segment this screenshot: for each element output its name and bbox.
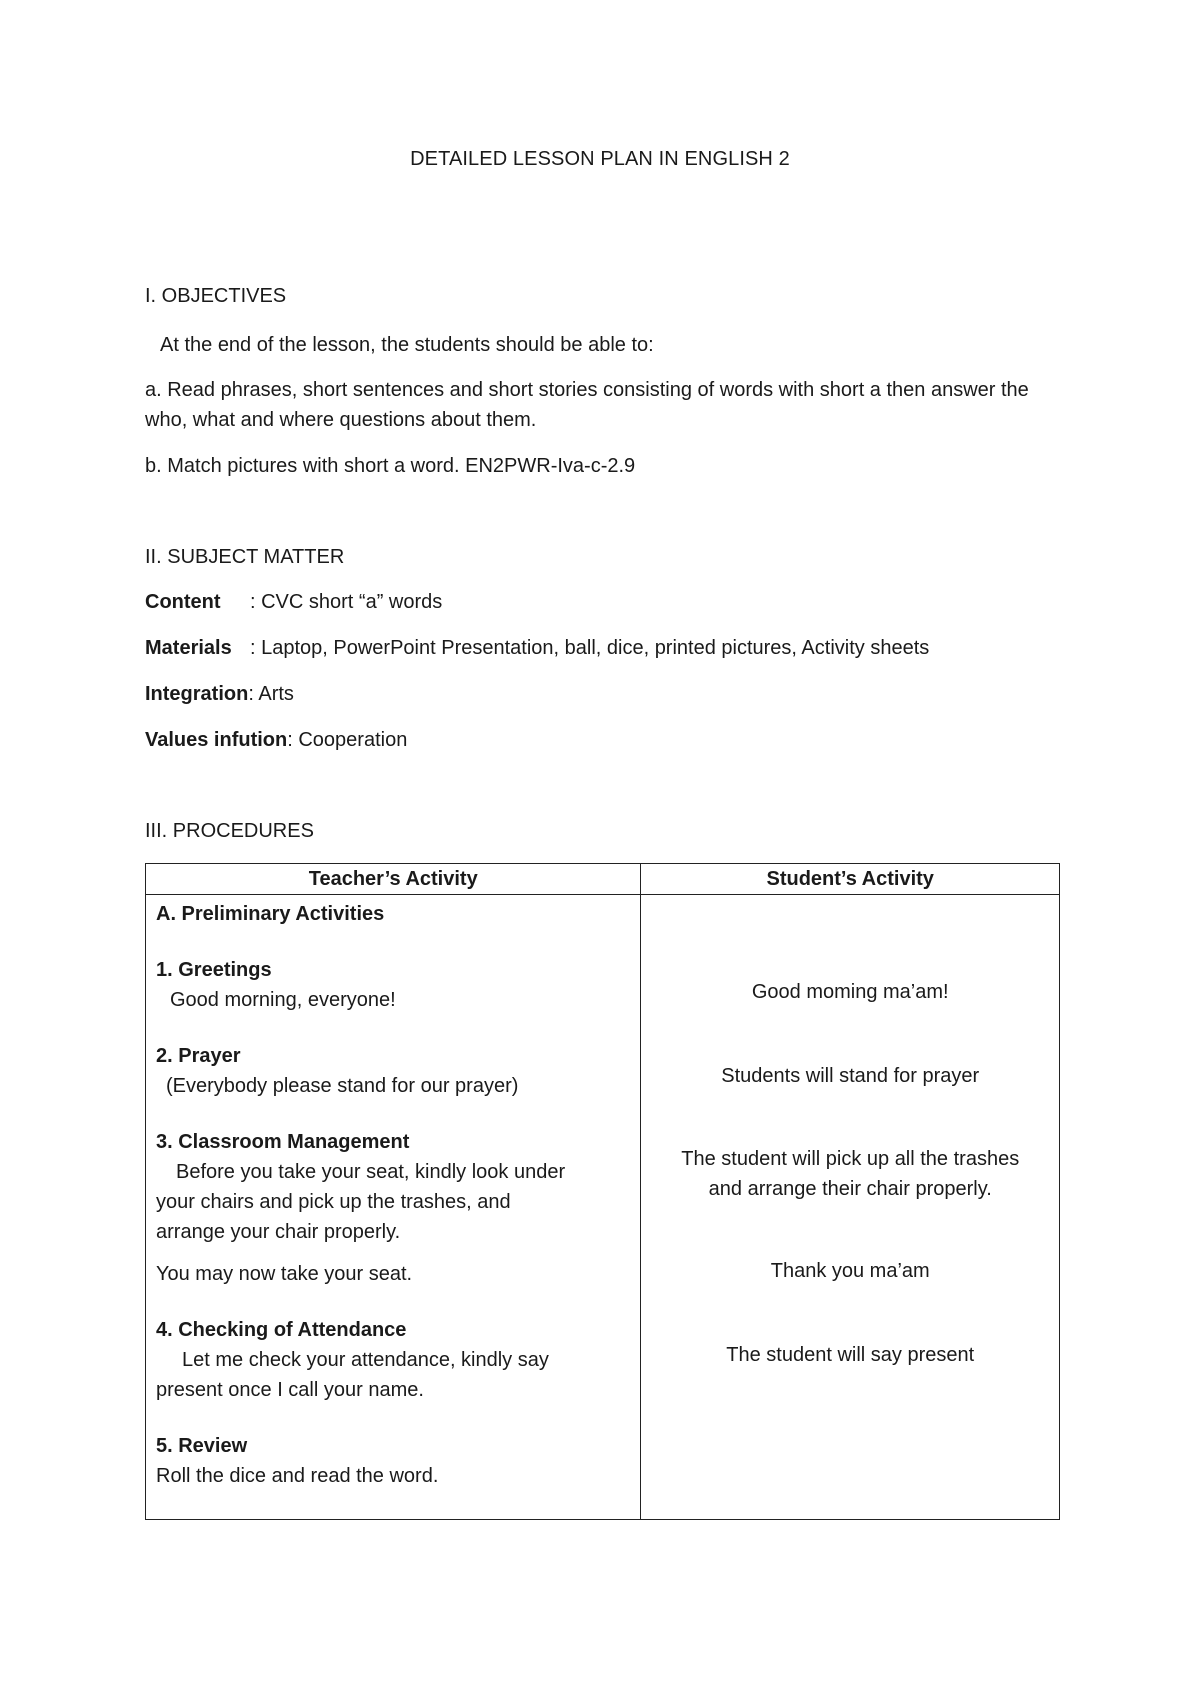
classroom-management-text-2: your chairs and pick up the trashes, and	[156, 1191, 511, 1213]
prayer-text: (Everybody please stand for our prayer)	[166, 1075, 519, 1097]
attendance-text-2: present once I call your name.	[156, 1379, 424, 1401]
content-label: Content	[145, 591, 221, 613]
classroom-management-text-3: arrange your chair properly.	[156, 1221, 401, 1243]
student-activity-cell	[641, 895, 1060, 1520]
subject-matter-heading: II. SUBJECT MATTER	[145, 546, 345, 568]
review-title: 5. Review	[156, 1435, 248, 1457]
objectives-intro: At the end of the lesson, the students should be able to:	[160, 334, 654, 356]
prayer-title: 2. Prayer	[156, 1045, 241, 1067]
preliminary-heading: A. Preliminary Activities	[156, 903, 385, 925]
values-row	[145, 725, 1045, 755]
student-prayer-response: Students will stand for prayer	[721, 1065, 980, 1087]
student-activity-header: Student’s Activity	[641, 864, 1060, 895]
review-text: Roll the dice and read the word.	[156, 1465, 439, 1487]
objective-a: a. Read phrases, short sentences and short stories consisting of words with short a then answer the who, what and where questions about them.	[145, 379, 1029, 431]
student-present-response: The student will say present	[726, 1344, 975, 1366]
content-row	[145, 587, 1045, 617]
materials-label: Materials	[145, 637, 232, 659]
table-header-row	[146, 864, 1060, 895]
table-row	[146, 895, 1060, 1520]
materials-row	[145, 633, 1045, 663]
classroom-management-text-1: Before you take your seat, kindly look under	[176, 1161, 566, 1183]
student-trash-response-2: and arrange their chair properly.	[708, 1178, 992, 1200]
take-seat-text: You may now take your seat.	[156, 1263, 413, 1285]
student-trash-response-1: The student will pick up all the trashes	[681, 1148, 1020, 1170]
values-value: : Cooperation	[287, 729, 408, 751]
integration-row	[145, 679, 1045, 709]
content-value: : CVC short “a” words	[250, 591, 443, 613]
objectives-heading: I. OBJECTIVES	[145, 285, 287, 307]
integration-label: Integration	[145, 683, 249, 705]
student-greeting-response: Good moming ma’am!	[751, 981, 949, 1003]
materials-value: : Laptop, PowerPoint Presentation, ball, dice, printed pictures, Activity sheets	[250, 637, 930, 659]
attendance-title: 4. Checking of Attendance	[156, 1319, 407, 1341]
values-label: Values infution	[145, 729, 288, 751]
attendance-text-1: Let me check your attendance, kindly say	[182, 1349, 549, 1371]
teacher-activity-cell	[146, 895, 641, 1520]
teacher-activity-header: Teacher’s Activity	[146, 864, 641, 895]
objective-b: b. Match pictures with short a word. EN2PWR-Iva-c-2.9	[145, 455, 636, 477]
integration-value: : Arts	[248, 683, 294, 705]
procedures-heading: III. PROCEDURES	[145, 820, 314, 842]
greetings-text: Good morning, everyone!	[170, 989, 396, 1011]
classroom-management-title: 3. Classroom Management	[156, 1131, 410, 1153]
document-title: DETAILED LESSON PLAN IN ENGLISH 2	[410, 148, 790, 170]
greetings-title: 1. Greetings	[156, 959, 272, 981]
student-thanks-response: Thank you ma’am	[770, 1260, 930, 1282]
procedures-table	[145, 863, 1060, 1520]
